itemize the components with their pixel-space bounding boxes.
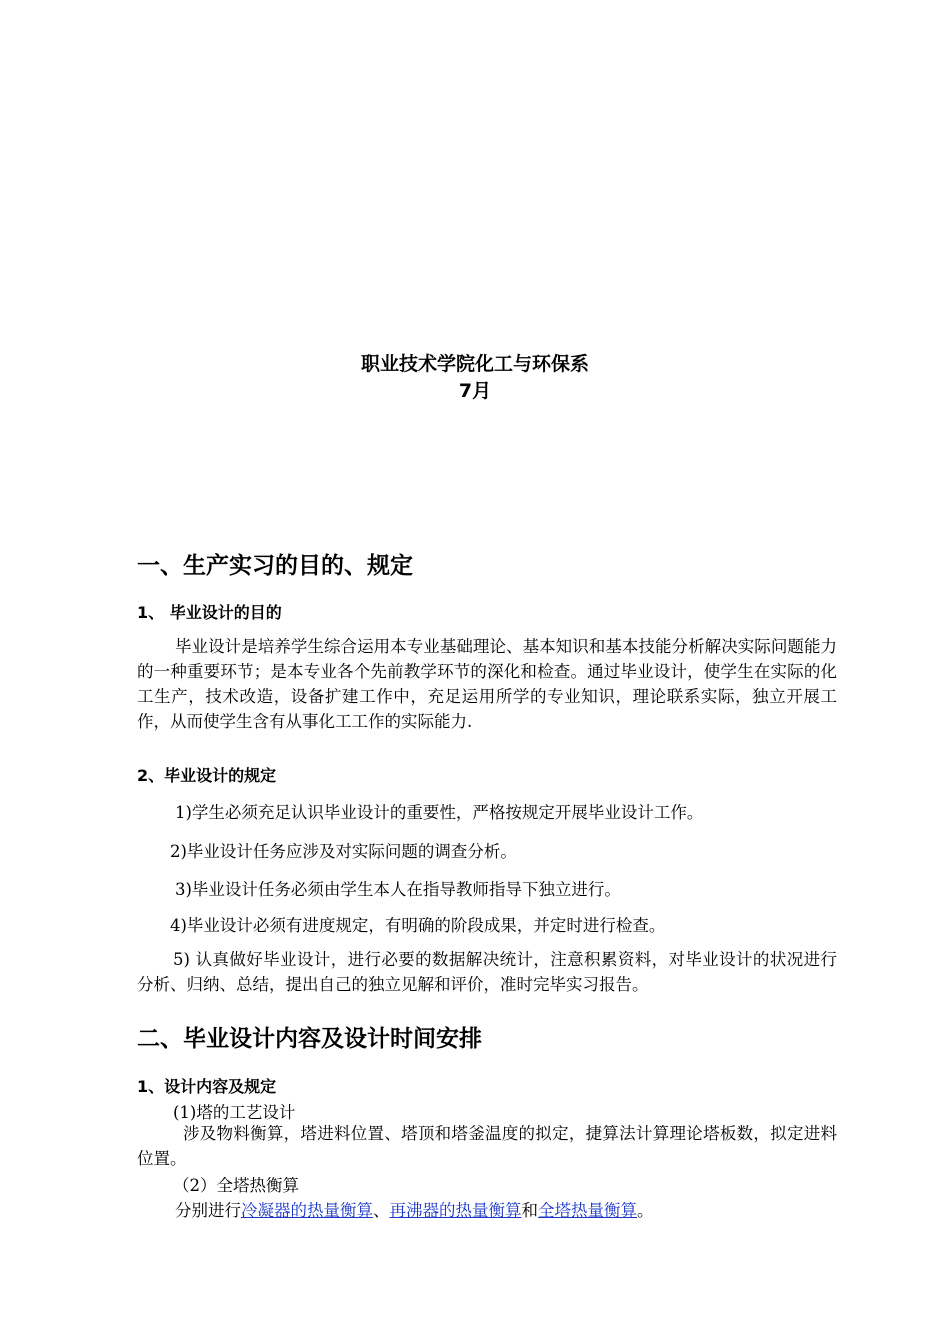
section-heading-1: 一、生产实习的目的、规定 — [137, 553, 413, 579]
subsection-heading-requirements: 2、毕业设计的规定 — [137, 766, 277, 785]
separator-2: 和 — [521, 1201, 538, 1220]
purpose-paragraph: 毕业设计是培养学生综合运用本专业基础理论、基本知识和基本技能分析解决实际问题能力的一种重要环节；是本专业各个先前教学环节的深化和检查。通过毕业设计，使学生在实际的化工生产，技术改造，设备扩建工作中，充足运用所学的专业知识，理论联系实际，独立开展工作，从而使学生含有从事化工工作的实际能力. — [137, 637, 837, 731]
requirement-item-3: 3)毕业设计任务必须由学生本人在指导教师指导下独立进行。 — [175, 880, 621, 899]
design-item-2-text — [175, 1197, 654, 1221]
institution-title: 职业技术学院化工与环保系 — [360, 353, 589, 375]
requirement-item-5: 5) 认真做好毕业设计，进行必要的数据解决统计，注意积累资料，对毕业设计的状况进行分析、归纳、总结，提出自己的独立见解和评价，准时完毕实习报告。 — [137, 950, 837, 994]
reboiler-heat-balance-link[interactable]: 再沸器的热量衡算 — [389, 1201, 522, 1220]
tower-heat-balance-link[interactable]: 全塔热量衡算 — [538, 1201, 637, 1220]
design-item-2-title: （2）全塔热衡算 — [173, 1176, 299, 1195]
separator-1: 、 — [373, 1201, 390, 1220]
design-item-1-text: 涉及物料衡算，塔进料位置、塔顶和塔釜温度的拟定，捷算法计算理论塔板数，拟定进料位置。 — [137, 1124, 837, 1168]
design-item-2-end: 。 — [637, 1201, 654, 1220]
design-item-1-title: (1)塔的工艺设计 — [173, 1103, 296, 1122]
section-heading-2: 二、毕业设计内容及设计时间安排 — [137, 1026, 482, 1052]
subsection-heading-purpose: 1、 毕业设计的目的 — [137, 603, 282, 622]
requirement-item-1: 1)学生必须充足认识毕业设计的重要性，严格按规定开展毕业设计工作。 — [175, 803, 704, 822]
subsection-heading-design-content: 1、设计内容及规定 — [137, 1077, 277, 1096]
requirement-item-2: 2)毕业设计任务应涉及对实际问题的调查分析。 — [170, 842, 517, 861]
cover-date: 7月 — [458, 380, 492, 402]
requirement-item-4: 4)毕业设计必须有进度规定，有明确的阶段成果，并定时进行检查。 — [170, 916, 666, 935]
condenser-heat-balance-link[interactable]: 冷凝器的热量衡算 — [241, 1201, 373, 1220]
design-item-2-prefix: 分别进行 — [175, 1201, 241, 1220]
